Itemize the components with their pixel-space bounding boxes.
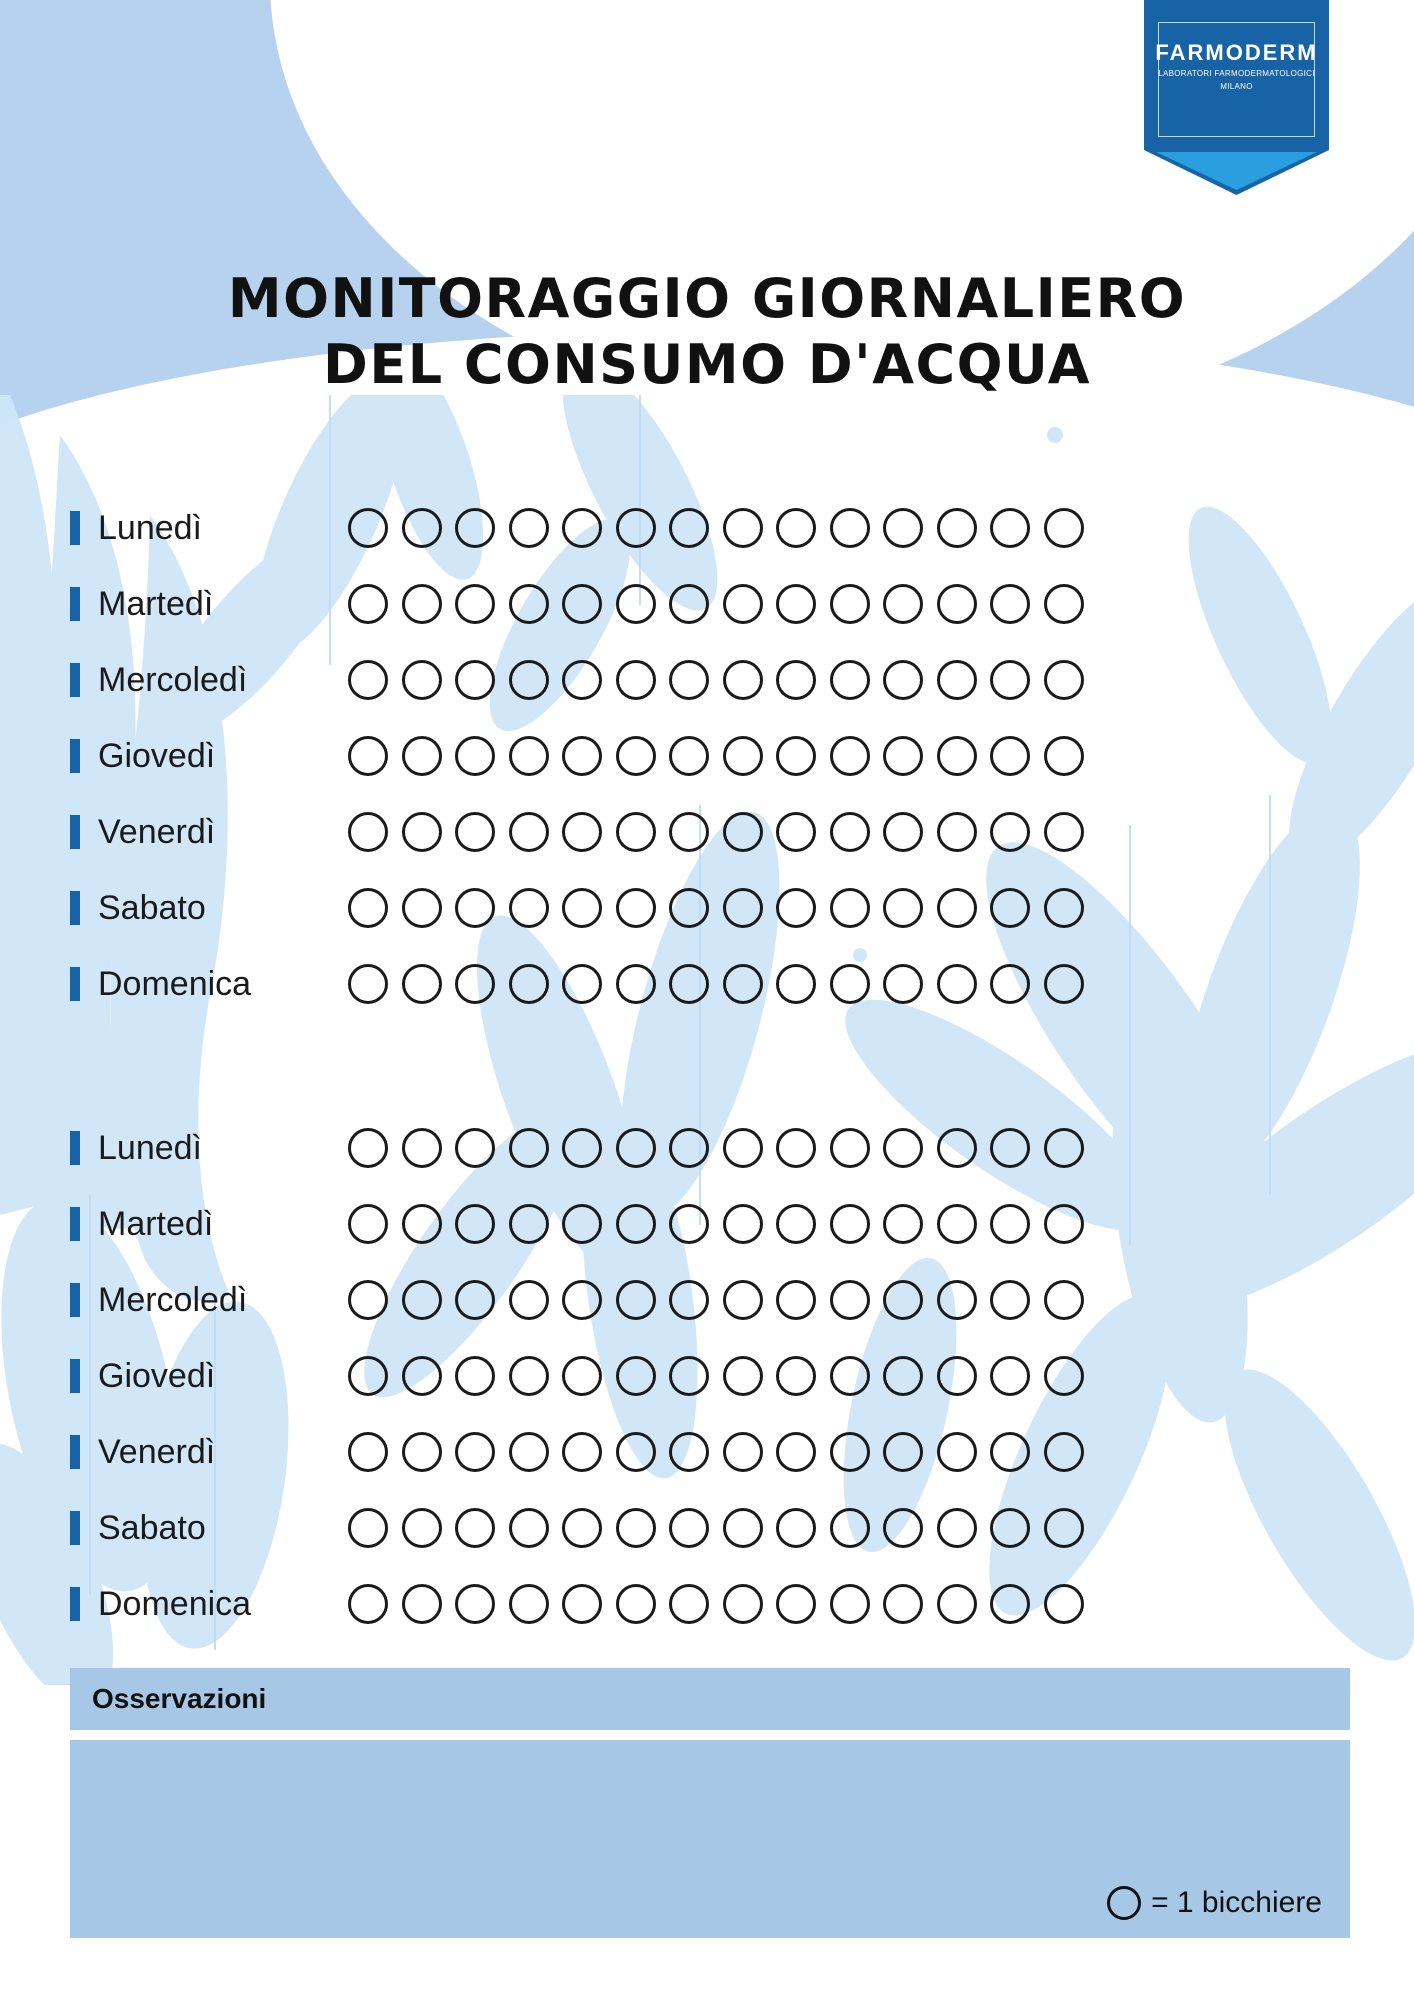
glass-checkbox[interactable] <box>669 1204 709 1244</box>
glass-checkbox[interactable] <box>937 1204 977 1244</box>
glass-checkbox[interactable] <box>990 1584 1030 1624</box>
row-marker-icon <box>70 1207 80 1241</box>
glass-checkbox[interactable] <box>937 888 977 928</box>
day-label: Domenica <box>98 964 252 1003</box>
glass-checkbox[interactable] <box>937 660 977 700</box>
glass-checkbox[interactable] <box>562 736 602 776</box>
glass-checkbox[interactable] <box>937 584 977 624</box>
glass-checkbox[interactable] <box>669 964 709 1004</box>
glass-checkbox[interactable] <box>776 812 816 852</box>
glass-checkbox-group <box>348 1584 1350 1624</box>
tracker-row <box>70 1414 1350 1490</box>
glass-checkbox[interactable] <box>1044 1128 1084 1168</box>
glass-checkbox[interactable] <box>723 1280 763 1320</box>
glass-circle-icon <box>1107 1886 1141 1920</box>
day-label: Lunedì <box>98 508 202 547</box>
glass-checkbox[interactable] <box>348 1356 388 1396</box>
row-marker-icon <box>70 967 80 1001</box>
glass-checkbox[interactable] <box>1044 1508 1084 1548</box>
row-marker-icon <box>70 663 80 697</box>
glass-checkbox[interactable] <box>937 508 977 548</box>
glass-checkbox[interactable] <box>402 1356 442 1396</box>
glass-checkbox[interactable] <box>669 1508 709 1548</box>
row-marker-icon <box>70 891 80 925</box>
glass-checkbox[interactable] <box>883 1356 923 1396</box>
row-marker-icon <box>70 1511 80 1545</box>
glass-checkbox[interactable] <box>402 660 442 700</box>
glass-checkbox[interactable] <box>883 1584 923 1624</box>
glass-checkbox[interactable] <box>402 584 442 624</box>
glass-checkbox[interactable] <box>509 584 549 624</box>
glass-checkbox[interactable] <box>455 1356 495 1396</box>
glass-checkbox[interactable] <box>1044 812 1084 852</box>
glass-checkbox[interactable] <box>348 660 388 700</box>
glass-checkbox[interactable] <box>669 1280 709 1320</box>
page-title-line2: DEL CONSUMO D'ACQUA <box>323 333 1091 397</box>
glass-checkbox[interactable] <box>402 964 442 1004</box>
glass-checkbox[interactable] <box>990 1204 1030 1244</box>
glass-checkbox[interactable] <box>509 888 549 928</box>
glass-checkbox[interactable] <box>990 1432 1030 1472</box>
glass-checkbox[interactable] <box>509 1508 549 1548</box>
glass-checkbox[interactable] <box>455 1584 495 1624</box>
glass-checkbox[interactable] <box>1044 1356 1084 1396</box>
glass-checkbox-group <box>348 1128 1350 1168</box>
week-block-2 <box>70 1110 1350 1642</box>
glass-checkbox[interactable] <box>509 1432 549 1472</box>
glass-checkbox[interactable] <box>669 888 709 928</box>
glass-checkbox[interactable] <box>509 508 549 548</box>
glass-checkbox[interactable] <box>669 736 709 776</box>
glass-checkbox[interactable] <box>883 1280 923 1320</box>
glass-checkbox[interactable] <box>776 1508 816 1548</box>
company-logo <box>1144 0 1329 190</box>
glass-checkbox-group <box>348 888 1350 928</box>
glass-checkbox[interactable] <box>455 584 495 624</box>
glass-checkbox[interactable] <box>455 1128 495 1168</box>
glass-checkbox[interactable] <box>616 1280 656 1320</box>
glass-checkbox[interactable] <box>348 1128 388 1168</box>
glass-checkbox[interactable] <box>509 1128 549 1168</box>
tracker-row <box>70 642 1350 718</box>
glass-checkbox[interactable] <box>402 736 442 776</box>
glass-checkbox[interactable] <box>455 888 495 928</box>
glass-checkbox[interactable] <box>937 1128 977 1168</box>
glass-checkbox[interactable] <box>669 584 709 624</box>
glass-checkbox[interactable] <box>402 508 442 548</box>
glass-checkbox[interactable] <box>990 584 1030 624</box>
glass-checkbox[interactable] <box>616 1432 656 1472</box>
glass-checkbox[interactable] <box>562 964 602 1004</box>
glass-checkbox[interactable] <box>562 1204 602 1244</box>
glass-checkbox[interactable] <box>348 964 388 1004</box>
glass-checkbox[interactable] <box>723 1584 763 1624</box>
glass-checkbox[interactable] <box>1044 508 1084 548</box>
glass-checkbox[interactable] <box>830 888 870 928</box>
glass-checkbox[interactable] <box>348 584 388 624</box>
glass-checkbox-group <box>348 1432 1350 1472</box>
glass-checkbox[interactable] <box>830 736 870 776</box>
glass-checkbox[interactable] <box>990 1356 1030 1396</box>
glass-checkbox[interactable] <box>990 812 1030 852</box>
glass-checkbox[interactable] <box>616 508 656 548</box>
glass-checkbox[interactable] <box>402 1432 442 1472</box>
glass-checkbox[interactable] <box>883 508 923 548</box>
glass-checkbox-group <box>348 508 1350 548</box>
glass-checkbox[interactable] <box>990 1128 1030 1168</box>
glass-checkbox[interactable] <box>776 1280 816 1320</box>
legend-label: = 1 bicchiere <box>1151 1886 1322 1919</box>
glass-checkbox[interactable] <box>455 812 495 852</box>
glass-checkbox[interactable] <box>562 1280 602 1320</box>
glass-checkbox[interactable] <box>937 1508 977 1548</box>
glass-checkbox[interactable] <box>723 1128 763 1168</box>
logo-text <box>1144 40 1329 92</box>
glass-checkbox[interactable] <box>776 1584 816 1624</box>
glass-checkbox[interactable] <box>348 812 388 852</box>
glass-checkbox[interactable] <box>348 1432 388 1472</box>
glass-checkbox[interactable] <box>723 964 763 1004</box>
glass-checkbox[interactable] <box>616 964 656 1004</box>
glass-checkbox[interactable] <box>883 812 923 852</box>
glass-checkbox[interactable] <box>830 584 870 624</box>
glass-checkbox[interactable] <box>776 1128 816 1168</box>
glass-checkbox[interactable] <box>990 736 1030 776</box>
glass-checkbox[interactable] <box>830 508 870 548</box>
glass-checkbox[interactable] <box>616 888 656 928</box>
row-marker-icon <box>70 739 80 773</box>
glass-checkbox[interactable] <box>1044 736 1084 776</box>
glass-checkbox[interactable] <box>402 1584 442 1624</box>
glass-checkbox[interactable] <box>509 964 549 1004</box>
glass-checkbox[interactable] <box>562 812 602 852</box>
glass-checkbox[interactable] <box>616 1508 656 1548</box>
glass-checkbox[interactable] <box>776 964 816 1004</box>
glass-checkbox[interactable] <box>455 736 495 776</box>
glass-checkbox-group <box>348 1508 1350 1548</box>
glass-checkbox[interactable] <box>562 508 602 548</box>
page-title-line1: MONITORAGGIO GIORNALIERO <box>227 267 1187 331</box>
tracker-row <box>70 1186 1350 1262</box>
glass-checkbox[interactable] <box>990 964 1030 1004</box>
glass-checkbox[interactable] <box>883 660 923 700</box>
glass-checkbox[interactable] <box>402 1204 442 1244</box>
glass-checkbox-group <box>348 660 1350 700</box>
glass-checkbox[interactable] <box>402 888 442 928</box>
glass-checkbox-group <box>348 1356 1350 1396</box>
glass-checkbox[interactable] <box>1044 888 1084 928</box>
glass-checkbox[interactable] <box>723 508 763 548</box>
tracker-row <box>70 1566 1350 1642</box>
glass-checkbox[interactable] <box>455 508 495 548</box>
glass-checkbox[interactable] <box>562 888 602 928</box>
glass-checkbox[interactable] <box>1044 1204 1084 1244</box>
glass-checkbox[interactable] <box>348 1584 388 1624</box>
glass-checkbox[interactable] <box>723 660 763 700</box>
row-marker-icon <box>70 1131 80 1165</box>
glass-checkbox[interactable] <box>1044 964 1084 1004</box>
day-label: Sabato <box>98 1508 206 1547</box>
row-marker-icon <box>70 1359 80 1393</box>
glass-checkbox[interactable] <box>990 1508 1030 1548</box>
glass-checkbox[interactable] <box>776 888 816 928</box>
glass-checkbox[interactable] <box>402 1508 442 1548</box>
glass-checkbox[interactable] <box>509 812 549 852</box>
glass-checkbox[interactable] <box>455 1508 495 1548</box>
glass-checkbox[interactable] <box>937 964 977 1004</box>
glass-checkbox[interactable] <box>937 736 977 776</box>
tracker-row <box>70 1338 1350 1414</box>
glass-checkbox[interactable] <box>669 1584 709 1624</box>
glass-checkbox[interactable] <box>348 736 388 776</box>
glass-checkbox[interactable] <box>990 508 1030 548</box>
glass-checkbox[interactable] <box>723 1356 763 1396</box>
glass-checkbox[interactable] <box>723 1204 763 1244</box>
glass-checkbox[interactable] <box>348 508 388 548</box>
glass-checkbox-group <box>348 584 1350 624</box>
glass-checkbox[interactable] <box>562 1356 602 1396</box>
logo-subtitle-line2: MILANO <box>1220 82 1253 91</box>
glass-checkbox[interactable] <box>883 584 923 624</box>
glass-checkbox[interactable] <box>1044 1584 1084 1624</box>
tracker-row <box>70 794 1350 870</box>
glass-checkbox[interactable] <box>616 1356 656 1396</box>
day-label: Domenica <box>98 1584 252 1623</box>
glass-checkbox[interactable] <box>669 660 709 700</box>
observations-notes-area[interactable] <box>70 1740 1350 1938</box>
glass-checkbox[interactable] <box>830 660 870 700</box>
day-label: Martedì <box>98 584 214 623</box>
tracker-row <box>70 870 1350 946</box>
glass-checkbox[interactable] <box>723 1432 763 1472</box>
glass-checkbox[interactable] <box>776 1432 816 1472</box>
glass-checkbox[interactable] <box>348 1508 388 1548</box>
glass-checkbox[interactable] <box>830 1584 870 1624</box>
glass-checkbox[interactable] <box>883 1204 923 1244</box>
glass-checkbox[interactable] <box>562 660 602 700</box>
glass-checkbox[interactable] <box>669 508 709 548</box>
glass-checkbox[interactable] <box>937 1584 977 1624</box>
glass-checkbox[interactable] <box>990 888 1030 928</box>
glass-checkbox[interactable] <box>776 1356 816 1396</box>
observations-heading: Osservazioni <box>70 1668 1350 1730</box>
glass-checkbox[interactable] <box>830 1508 870 1548</box>
glass-checkbox-group <box>348 736 1350 776</box>
glass-checkbox[interactable] <box>455 1280 495 1320</box>
glass-checkbox[interactable] <box>669 1432 709 1472</box>
glass-checkbox[interactable] <box>669 1128 709 1168</box>
glass-checkbox[interactable] <box>562 1584 602 1624</box>
glass-checkbox[interactable] <box>455 660 495 700</box>
glass-checkbox[interactable] <box>509 1584 549 1624</box>
glass-checkbox[interactable] <box>830 1432 870 1472</box>
glass-checkbox[interactable] <box>616 584 656 624</box>
glass-checkbox[interactable] <box>616 1584 656 1624</box>
row-marker-icon <box>70 1283 80 1317</box>
day-label: Giovedì <box>98 1356 216 1395</box>
legend <box>1107 1886 1322 1920</box>
day-label: Venerdì <box>98 812 216 851</box>
glass-checkbox-group <box>348 1204 1350 1244</box>
glass-checkbox[interactable] <box>830 1128 870 1168</box>
glass-checkbox[interactable] <box>509 1356 549 1396</box>
day-label: Mercoledì <box>98 660 248 699</box>
glass-checkbox[interactable] <box>776 736 816 776</box>
glass-checkbox[interactable] <box>1044 584 1084 624</box>
tracker-row <box>70 1110 1350 1186</box>
glass-checkbox[interactable] <box>562 1508 602 1548</box>
logo-arrow-icon <box>1144 150 1329 195</box>
glass-checkbox[interactable] <box>883 1508 923 1548</box>
glass-checkbox[interactable] <box>616 1128 656 1168</box>
tracker-row <box>70 566 1350 642</box>
glass-checkbox[interactable] <box>883 964 923 1004</box>
glass-checkbox[interactable] <box>883 888 923 928</box>
glass-checkbox-group <box>348 964 1350 1004</box>
glass-checkbox[interactable] <box>937 1356 977 1396</box>
glass-checkbox[interactable] <box>990 660 1030 700</box>
row-marker-icon <box>70 1587 80 1621</box>
glass-checkbox[interactable] <box>883 1432 923 1472</box>
glass-checkbox[interactable] <box>830 1280 870 1320</box>
glass-checkbox[interactable] <box>562 1128 602 1168</box>
day-label: Sabato <box>98 888 206 927</box>
glass-checkbox[interactable] <box>830 964 870 1004</box>
glass-checkbox[interactable] <box>937 1432 977 1472</box>
glass-checkbox[interactable] <box>348 1204 388 1244</box>
day-label: Venerdì <box>98 1432 216 1471</box>
glass-checkbox[interactable] <box>883 1128 923 1168</box>
glass-checkbox[interactable] <box>562 584 602 624</box>
tracker-row <box>70 490 1350 566</box>
day-label: Giovedì <box>98 736 216 775</box>
day-label: Martedì <box>98 1204 214 1243</box>
glass-checkbox[interactable] <box>830 1204 870 1244</box>
glass-checkbox[interactable] <box>562 1432 602 1472</box>
glass-checkbox[interactable] <box>723 1508 763 1548</box>
tracker-row <box>70 1262 1350 1338</box>
glass-checkbox[interactable] <box>616 1204 656 1244</box>
glass-checkbox-group <box>348 1280 1350 1320</box>
day-label: Lunedì <box>98 1128 202 1167</box>
glass-checkbox[interactable] <box>723 888 763 928</box>
glass-checkbox[interactable] <box>776 508 816 548</box>
glass-checkbox[interactable] <box>455 1432 495 1472</box>
glass-checkbox[interactable] <box>402 812 442 852</box>
row-marker-icon <box>70 1435 80 1469</box>
glass-checkbox[interactable] <box>1044 660 1084 700</box>
glass-checkbox[interactable] <box>509 660 549 700</box>
glass-checkbox[interactable] <box>937 1280 977 1320</box>
glass-checkbox[interactable] <box>776 660 816 700</box>
row-marker-icon <box>70 815 80 849</box>
tracker-row <box>70 718 1350 794</box>
glass-checkbox[interactable] <box>402 1280 442 1320</box>
glass-checkbox[interactable] <box>402 1128 442 1168</box>
glass-checkbox[interactable] <box>669 1356 709 1396</box>
logo-subtitle-line1: LABORATORI FARMODERMATOLOGICI <box>1158 69 1315 78</box>
glass-checkbox[interactable] <box>883 736 923 776</box>
glass-checkbox[interactable] <box>348 1280 388 1320</box>
glass-checkbox[interactable] <box>723 812 763 852</box>
tracker-row <box>70 946 1350 1022</box>
glass-checkbox-group <box>348 812 1350 852</box>
glass-checkbox[interactable] <box>455 1204 495 1244</box>
glass-checkbox[interactable] <box>509 1280 549 1320</box>
glass-checkbox[interactable] <box>723 584 763 624</box>
glass-checkbox[interactable] <box>723 736 763 776</box>
page-title <box>0 266 1414 398</box>
glass-checkbox[interactable] <box>830 812 870 852</box>
row-marker-icon <box>70 511 80 545</box>
glass-checkbox[interactable] <box>990 1280 1030 1320</box>
week-block-1 <box>70 490 1350 1022</box>
glass-checkbox[interactable] <box>776 584 816 624</box>
glass-checkbox[interactable] <box>616 660 656 700</box>
glass-checkbox[interactable] <box>669 812 709 852</box>
day-label: Mercoledì <box>98 1280 248 1319</box>
observations-section <box>70 1668 1350 1928</box>
glass-checkbox[interactable] <box>937 812 977 852</box>
tracker-row <box>70 1490 1350 1566</box>
glass-checkbox[interactable] <box>348 888 388 928</box>
row-marker-icon <box>70 587 80 621</box>
glass-checkbox[interactable] <box>776 1204 816 1244</box>
glass-checkbox[interactable] <box>830 1356 870 1396</box>
glass-checkbox[interactable] <box>509 736 549 776</box>
glass-checkbox[interactable] <box>616 736 656 776</box>
glass-checkbox[interactable] <box>509 1204 549 1244</box>
glass-checkbox[interactable] <box>1044 1280 1084 1320</box>
glass-checkbox[interactable] <box>455 964 495 1004</box>
logo-company-name: FARMODERM <box>1155 40 1318 65</box>
glass-checkbox[interactable] <box>1044 1432 1084 1472</box>
glass-checkbox[interactable] <box>616 812 656 852</box>
